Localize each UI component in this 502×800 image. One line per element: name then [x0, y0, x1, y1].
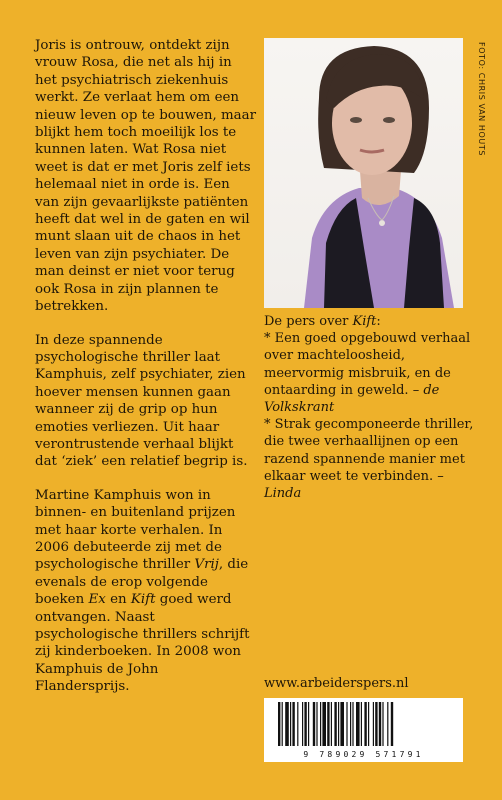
title-vrij: Vrij: [194, 557, 219, 573]
press-quotes: [264, 313, 474, 502]
quote-source: – Linda: [264, 468, 444, 502]
barcode-bars: [268, 702, 459, 746]
title-kift: Kift: [130, 592, 156, 608]
author-photo: [264, 38, 463, 308]
back-cover-blurb: [35, 37, 257, 712]
photo-credit: FOTO: CHRIS VAN HOUTS: [477, 42, 486, 157]
publisher-url: www.arbeiderspers.nl: [264, 676, 409, 691]
quote-source: – de Volkskrant: [264, 382, 440, 416]
press-quote: * Strak gecomponeerde thriller, die twee verhaallijnen op een razend spannende manier met elkaar weet te verbinden. – Linda: [264, 417, 474, 502]
description-paragraph: In deze spannende psychologische thriller laat Kamphuis, zelf psychiater, zien hoever mensen kunnen gaan wanneer zij de grip op hun emoties verliezen. Uit haar verontrustende verhaal blijkt dat ‘ziek’ een relatief begrip is.: [35, 332, 248, 470]
barcode-number: 9 789029 571791: [303, 750, 424, 759]
press-quote: * Een goed opgebouwd verhaal over machteloosheid, meervormig misbruik, en de ontaarding in geweld. – de Volkskrant: [264, 331, 471, 416]
press-heading: De pers over Kift:: [264, 314, 381, 329]
isbn-barcode: [264, 698, 463, 762]
author-bio-paragraph: Martine Kamphuis won in binnen- en buitenland prijzen met haar korte verhalen. In 2006 debuteerde zij met de psychologische thriller Vrij, die evenals de erop volgende boeken Ex en Kift goed werd ontvangen. Naast psychologische thrillers schrijft zij kinderboeken. In 2008 won Kamphuis de John Flandersprijs.: [35, 487, 250, 695]
synopsis-paragraph: Joris is ontrouw, ontdekt zijn vrouw Rosa, die net als hij in het psychiatrisch ziekenhuis werkt. Ze verlaat hem om een nieuw leven op te bouwen, maar blijkt hem toch moeilijk los te kunnen laten. Wat Rosa niet weet is dat er met Joris zelf iets helemaal niet in orde is. Een van zijn gevaarlijkste patiënten heeft dat wel in de gaten en wil munt slaan uit de chaos in het leven van zijn psychiater. De man deinst er niet voor terug ook Rosa in zijn plannen te betrekken.: [35, 38, 257, 315]
title-ex: Ex: [88, 592, 106, 608]
